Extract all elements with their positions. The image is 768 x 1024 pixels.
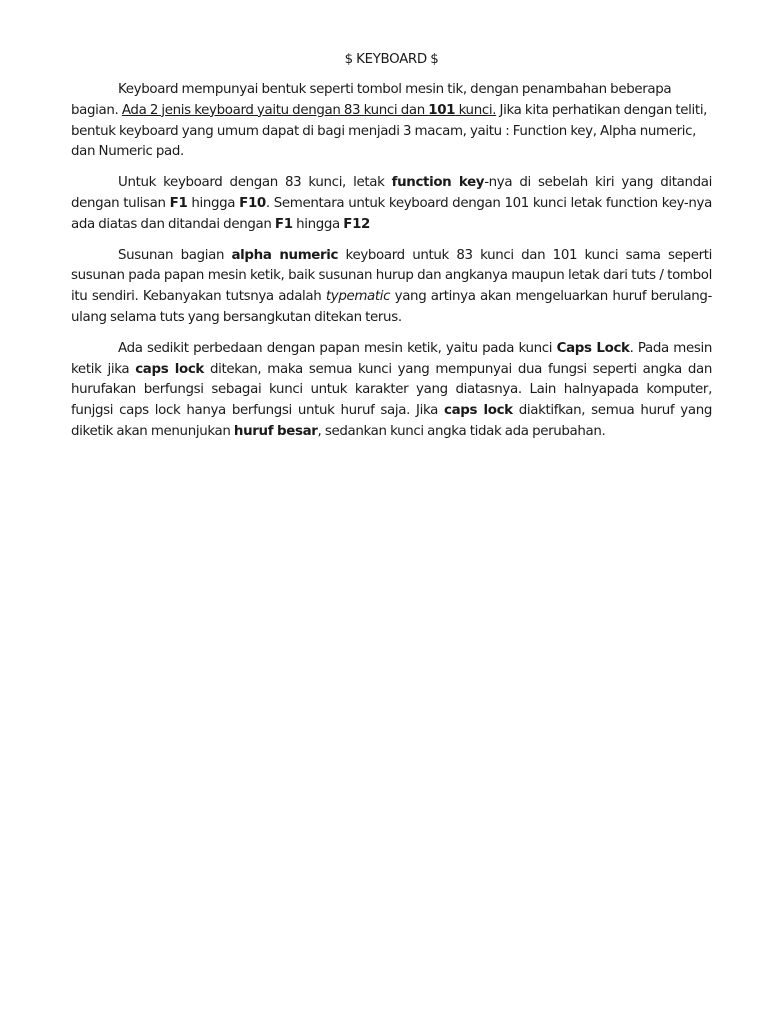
paragraph-function-key: [71, 173, 712, 235]
bold-text: F1: [169, 195, 188, 211]
text-segment: Susunan bagian: [118, 247, 232, 263]
text-segment: hingga: [292, 216, 344, 232]
bold-text: Caps Lock: [556, 340, 630, 356]
bold-text: function key: [391, 175, 485, 191]
text-segment: Untuk keyboard dengan 83 kunci, letak: [118, 175, 392, 191]
text-segment: , sedankan kunci angka tidak ada perubahan.: [317, 423, 606, 439]
bold-text: caps lock: [135, 361, 204, 377]
text-segment: diaktifkan, semua huruf yang diketik akan menunjukan: [71, 403, 712, 439]
underlined-text: kunci.: [455, 102, 497, 118]
paragraph-caps-lock: [71, 339, 712, 443]
text-segment: keyboard untuk 83 kunci dan 101 kunci sama seperti susunan pada papan mesin ketik, baik susunan hurup dan angkanya maupun letak dari tuts / tombol itu sendiri. Kebanyakan tutsnya adalah: [71, 247, 713, 305]
bold-underlined-text: 101: [428, 102, 456, 118]
paragraph-alpha-numeric: [71, 246, 712, 329]
text-segment: yang artinya akan mengeluarkan huruf berulang-ulang selama tuts yang bersangkutan ditekan terus.: [71, 289, 712, 325]
bold-text: alpha numeric: [231, 247, 339, 263]
document-page: [71, 50, 712, 453]
italic-text: typematic: [325, 289, 391, 305]
text-segment: Ada sedikit perbedaan dengan papan mesin ketik, yaitu pada kunci: [118, 340, 557, 356]
bold-text: caps lock: [444, 403, 513, 419]
text-segment: . Sementara untuk keyboard dengan 101 kunci letak function key-nya ada diatas dan ditandai dengan: [71, 195, 712, 232]
text-segment: -nya di sebelah kiri yang ditandai dengan tulisan: [71, 175, 713, 211]
text-segment: ditekan, maka semua kunci yang mempunyai dua fungsi seperti angka dan hurufakan berfungsi sebagai kunci untuk karakter yang diatasnya. Lain halnyapada komputer, funjgsi caps lock hanya berfungsi untuk huruf saja. Jika: [71, 361, 712, 419]
document-title: $ KEYBOARD $: [344, 52, 439, 67]
bold-text: F1: [274, 216, 293, 232]
bold-text: huruf besar: [233, 423, 318, 439]
bold-text: F10: [239, 195, 266, 211]
text-segment: Keyboard mempunyai bentuk seperti tombol mesin tik, dengan penambahan beberapa bagian.: [71, 82, 672, 118]
text-segment: Jika kita perhatikan dengan teliti, bentuk keyboard yang umum dapat di bagi menjadi 3 macam, yaitu : Function key, Alpha numeric, dan Numeric pad.: [71, 102, 708, 160]
underlined-text: Ada 2 jenis keyboard yaitu dengan 83 kunci dan: [121, 102, 429, 118]
text-segment: . Pada mesin ketik jika: [71, 340, 712, 377]
text-segment: hingga: [187, 195, 240, 211]
paragraph-intro: [71, 80, 712, 163]
bold-text: F12: [343, 216, 371, 232]
